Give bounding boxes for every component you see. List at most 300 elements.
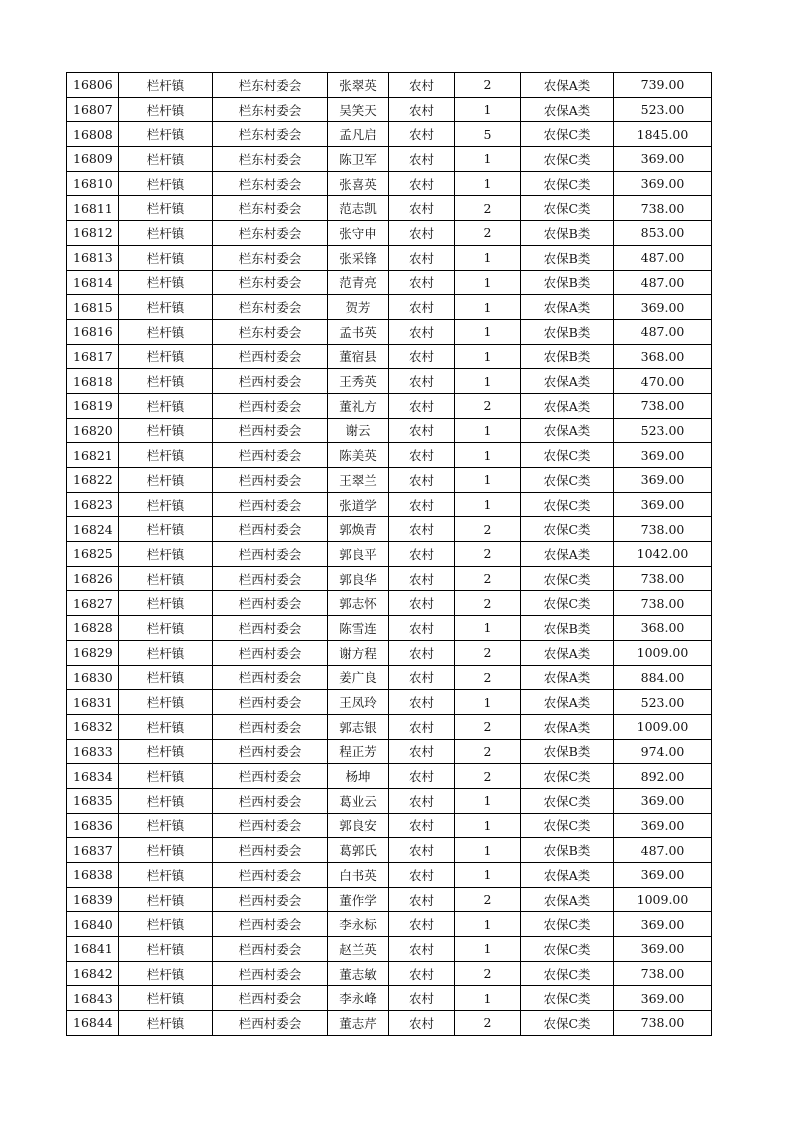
household-type-cell: 农村	[389, 665, 455, 690]
household-type-cell: 农村	[389, 344, 455, 369]
record-id-cell: 16818	[67, 369, 119, 394]
insurance-class-cell: 农保C类	[521, 566, 614, 591]
record-id-cell: 16824	[67, 517, 119, 542]
record-id-cell: 16836	[67, 813, 119, 838]
village-committee-cell: 栏西村委会	[213, 492, 328, 517]
member-count-cell: 2	[455, 640, 521, 665]
village-committee-cell: 栏西村委会	[213, 739, 328, 764]
amount-cell: 1009.00	[614, 640, 712, 665]
household-type-cell: 农村	[389, 912, 455, 937]
table-row	[67, 443, 712, 468]
table-row	[67, 714, 712, 739]
record-id-cell: 16817	[67, 344, 119, 369]
table-row	[67, 122, 712, 147]
household-type-cell: 农村	[389, 1011, 455, 1036]
amount-cell: 487.00	[614, 838, 712, 863]
person-name-cell: 董礼方	[328, 393, 389, 418]
household-type-cell: 农村	[389, 739, 455, 764]
table-row	[67, 591, 712, 616]
person-name-cell: 李永峰	[328, 986, 389, 1011]
household-type-cell: 农村	[389, 838, 455, 863]
record-id-cell: 16811	[67, 196, 119, 221]
amount-cell: 974.00	[614, 739, 712, 764]
amount-cell: 369.00	[614, 937, 712, 962]
record-id-cell: 16806	[67, 73, 119, 98]
record-id-cell: 16808	[67, 122, 119, 147]
village-committee-cell: 栏东村委会	[213, 245, 328, 270]
person-name-cell: 程正芳	[328, 739, 389, 764]
record-id-cell: 16809	[67, 147, 119, 172]
town-cell: 栏杆镇	[119, 1011, 213, 1036]
household-type-cell: 农村	[389, 887, 455, 912]
person-name-cell: 郭良安	[328, 813, 389, 838]
person-name-cell: 谢方程	[328, 640, 389, 665]
amount-cell: 487.00	[614, 245, 712, 270]
member-count-cell: 2	[455, 887, 521, 912]
member-count-cell: 1	[455, 295, 521, 320]
member-count-cell: 1	[455, 863, 521, 888]
insurance-class-cell: 农保C类	[521, 591, 614, 616]
town-cell: 栏杆镇	[119, 616, 213, 641]
insurance-class-cell: 农保B类	[521, 838, 614, 863]
person-name-cell: 孟书英	[328, 319, 389, 344]
town-cell: 栏杆镇	[119, 171, 213, 196]
household-type-cell: 农村	[389, 468, 455, 493]
person-name-cell: 陈雪连	[328, 616, 389, 641]
village-committee-cell: 栏西村委会	[213, 912, 328, 937]
household-type-cell: 农村	[389, 270, 455, 295]
insurance-class-cell: 农保C类	[521, 961, 614, 986]
amount-cell: 523.00	[614, 418, 712, 443]
record-id-cell: 16841	[67, 937, 119, 962]
household-type-cell: 农村	[389, 813, 455, 838]
household-type-cell: 农村	[389, 492, 455, 517]
record-id-cell: 16820	[67, 418, 119, 443]
record-id-cell: 16843	[67, 986, 119, 1011]
table-row	[67, 863, 712, 888]
member-count-cell: 1	[455, 97, 521, 122]
table-row	[67, 961, 712, 986]
town-cell: 栏杆镇	[119, 295, 213, 320]
record-id-cell: 16816	[67, 319, 119, 344]
household-type-cell: 农村	[389, 443, 455, 468]
table-row	[67, 739, 712, 764]
village-committee-cell: 栏西村委会	[213, 887, 328, 912]
household-type-cell: 农村	[389, 714, 455, 739]
village-committee-cell: 栏西村委会	[213, 788, 328, 813]
person-name-cell: 郭良平	[328, 542, 389, 567]
insurance-class-cell: 农保C类	[521, 764, 614, 789]
person-name-cell: 郭志银	[328, 714, 389, 739]
person-name-cell: 郭焕青	[328, 517, 389, 542]
village-committee-cell: 栏西村委会	[213, 640, 328, 665]
village-committee-cell: 栏西村委会	[213, 344, 328, 369]
person-name-cell: 董志芹	[328, 1011, 389, 1036]
amount-cell: 369.00	[614, 788, 712, 813]
village-committee-cell: 栏西村委会	[213, 838, 328, 863]
table-row	[67, 147, 712, 172]
town-cell: 栏杆镇	[119, 344, 213, 369]
record-id-cell: 16828	[67, 616, 119, 641]
insurance-class-cell: 农保A类	[521, 714, 614, 739]
table-row	[67, 245, 712, 270]
record-id-cell: 16827	[67, 591, 119, 616]
table-row	[67, 986, 712, 1011]
amount-cell: 369.00	[614, 171, 712, 196]
household-type-cell: 农村	[389, 961, 455, 986]
table-row	[67, 887, 712, 912]
household-type-cell: 农村	[389, 566, 455, 591]
member-count-cell: 2	[455, 1011, 521, 1036]
household-type-cell: 农村	[389, 147, 455, 172]
town-cell: 栏杆镇	[119, 122, 213, 147]
record-id-cell: 16812	[67, 221, 119, 246]
amount-cell: 1845.00	[614, 122, 712, 147]
village-committee-cell: 栏东村委会	[213, 147, 328, 172]
insurance-class-cell: 农保A类	[521, 295, 614, 320]
village-committee-cell: 栏东村委会	[213, 97, 328, 122]
record-id-cell: 16830	[67, 665, 119, 690]
town-cell: 栏杆镇	[119, 961, 213, 986]
household-type-cell: 农村	[389, 369, 455, 394]
table-row	[67, 542, 712, 567]
amount-cell: 1042.00	[614, 542, 712, 567]
record-id-cell: 16815	[67, 295, 119, 320]
household-type-cell: 农村	[389, 517, 455, 542]
amount-cell: 369.00	[614, 468, 712, 493]
record-id-cell: 16839	[67, 887, 119, 912]
record-id-cell: 16807	[67, 97, 119, 122]
insurance-class-cell: 农保C类	[521, 171, 614, 196]
table-row	[67, 369, 712, 394]
person-name-cell: 郭良华	[328, 566, 389, 591]
insurance-class-cell: 农保B类	[521, 270, 614, 295]
household-type-cell: 农村	[389, 393, 455, 418]
member-count-cell: 2	[455, 393, 521, 418]
person-name-cell: 白书英	[328, 863, 389, 888]
records-table	[66, 72, 712, 1036]
town-cell: 栏杆镇	[119, 517, 213, 542]
record-id-cell: 16842	[67, 961, 119, 986]
insurance-class-cell: 农保C类	[521, 517, 614, 542]
person-name-cell: 姜广良	[328, 665, 389, 690]
record-id-cell: 16826	[67, 566, 119, 591]
town-cell: 栏杆镇	[119, 788, 213, 813]
amount-cell: 470.00	[614, 369, 712, 394]
member-count-cell: 1	[455, 468, 521, 493]
village-committee-cell: 栏东村委会	[213, 196, 328, 221]
household-type-cell: 农村	[389, 863, 455, 888]
town-cell: 栏杆镇	[119, 245, 213, 270]
town-cell: 栏杆镇	[119, 443, 213, 468]
amount-cell: 892.00	[614, 764, 712, 789]
amount-cell: 738.00	[614, 566, 712, 591]
town-cell: 栏杆镇	[119, 418, 213, 443]
household-type-cell: 农村	[389, 245, 455, 270]
insurance-class-cell: 农保B类	[521, 221, 614, 246]
table-row	[67, 1011, 712, 1036]
member-count-cell: 1	[455, 245, 521, 270]
insurance-class-cell: 农保A类	[521, 97, 614, 122]
insurance-class-cell: 农保C类	[521, 788, 614, 813]
town-cell: 栏杆镇	[119, 270, 213, 295]
table-row	[67, 196, 712, 221]
member-count-cell: 2	[455, 221, 521, 246]
record-id-cell: 16844	[67, 1011, 119, 1036]
amount-cell: 523.00	[614, 97, 712, 122]
person-name-cell: 张翠英	[328, 73, 389, 98]
town-cell: 栏杆镇	[119, 147, 213, 172]
table-row	[67, 295, 712, 320]
person-name-cell: 张守申	[328, 221, 389, 246]
household-type-cell: 农村	[389, 937, 455, 962]
table-row	[67, 270, 712, 295]
town-cell: 栏杆镇	[119, 813, 213, 838]
amount-cell: 1009.00	[614, 887, 712, 912]
person-name-cell: 范志凯	[328, 196, 389, 221]
insurance-class-cell: 农保A类	[521, 863, 614, 888]
person-name-cell: 范青亮	[328, 270, 389, 295]
person-name-cell: 杨坤	[328, 764, 389, 789]
record-id-cell: 16829	[67, 640, 119, 665]
town-cell: 栏杆镇	[119, 542, 213, 567]
table-row	[67, 616, 712, 641]
record-id-cell: 16813	[67, 245, 119, 270]
member-count-cell: 2	[455, 961, 521, 986]
town-cell: 栏杆镇	[119, 937, 213, 962]
record-id-cell: 16838	[67, 863, 119, 888]
insurance-class-cell: 农保A类	[521, 665, 614, 690]
member-count-cell: 1	[455, 147, 521, 172]
person-name-cell: 葛郭氏	[328, 838, 389, 863]
village-committee-cell: 栏西村委会	[213, 714, 328, 739]
table-row	[67, 665, 712, 690]
person-name-cell: 谢云	[328, 418, 389, 443]
member-count-cell: 1	[455, 616, 521, 641]
town-cell: 栏杆镇	[119, 887, 213, 912]
household-type-cell: 农村	[389, 764, 455, 789]
record-id-cell: 16819	[67, 393, 119, 418]
household-type-cell: 农村	[389, 73, 455, 98]
table-row	[67, 319, 712, 344]
village-committee-cell: 栏东村委会	[213, 295, 328, 320]
person-name-cell: 董作学	[328, 887, 389, 912]
village-committee-cell: 栏西村委会	[213, 418, 328, 443]
insurance-class-cell: 农保C类	[521, 122, 614, 147]
town-cell: 栏杆镇	[119, 393, 213, 418]
insurance-class-cell: 农保A类	[521, 73, 614, 98]
table-row	[67, 468, 712, 493]
village-committee-cell: 栏西村委会	[213, 517, 328, 542]
village-committee-cell: 栏东村委会	[213, 270, 328, 295]
insurance-class-cell: 农保B类	[521, 739, 614, 764]
member-count-cell: 2	[455, 196, 521, 221]
insurance-class-cell: 农保B类	[521, 319, 614, 344]
table-row	[67, 393, 712, 418]
record-id-cell: 16823	[67, 492, 119, 517]
household-type-cell: 农村	[389, 986, 455, 1011]
household-type-cell: 农村	[389, 640, 455, 665]
table-row	[67, 788, 712, 813]
insurance-class-cell: 农保A类	[521, 887, 614, 912]
member-count-cell: 1	[455, 813, 521, 838]
household-type-cell: 农村	[389, 295, 455, 320]
insurance-class-cell: 农保B类	[521, 245, 614, 270]
table-row	[67, 221, 712, 246]
village-committee-cell: 栏西村委会	[213, 665, 328, 690]
member-count-cell: 1	[455, 986, 521, 1011]
town-cell: 栏杆镇	[119, 591, 213, 616]
member-count-cell: 1	[455, 912, 521, 937]
town-cell: 栏杆镇	[119, 73, 213, 98]
household-type-cell: 农村	[389, 319, 455, 344]
amount-cell: 884.00	[614, 665, 712, 690]
amount-cell: 369.00	[614, 912, 712, 937]
insurance-class-cell: 农保A类	[521, 690, 614, 715]
town-cell: 栏杆镇	[119, 566, 213, 591]
amount-cell: 853.00	[614, 221, 712, 246]
person-name-cell: 葛业云	[328, 788, 389, 813]
insurance-class-cell: 农保C类	[521, 468, 614, 493]
amount-cell: 369.00	[614, 492, 712, 517]
amount-cell: 368.00	[614, 616, 712, 641]
village-committee-cell: 栏东村委会	[213, 319, 328, 344]
town-cell: 栏杆镇	[119, 714, 213, 739]
table-row	[67, 73, 712, 98]
record-id-cell: 16810	[67, 171, 119, 196]
person-name-cell: 董宿县	[328, 344, 389, 369]
member-count-cell: 2	[455, 542, 521, 567]
village-committee-cell: 栏西村委会	[213, 1011, 328, 1036]
village-committee-cell: 栏西村委会	[213, 443, 328, 468]
member-count-cell: 1	[455, 344, 521, 369]
member-count-cell: 1	[455, 418, 521, 443]
person-name-cell: 王凤玲	[328, 690, 389, 715]
insurance-class-cell: 农保C类	[521, 912, 614, 937]
member-count-cell: 1	[455, 838, 521, 863]
amount-cell: 369.00	[614, 863, 712, 888]
member-count-cell: 1	[455, 369, 521, 394]
table-row	[67, 566, 712, 591]
insurance-class-cell: 农保C类	[521, 1011, 614, 1036]
member-count-cell: 1	[455, 443, 521, 468]
town-cell: 栏杆镇	[119, 764, 213, 789]
village-committee-cell: 栏西村委会	[213, 566, 328, 591]
town-cell: 栏杆镇	[119, 97, 213, 122]
insurance-class-cell: 农保A类	[521, 369, 614, 394]
household-type-cell: 农村	[389, 788, 455, 813]
table-row	[67, 418, 712, 443]
person-name-cell: 董志敏	[328, 961, 389, 986]
member-count-cell: 2	[455, 566, 521, 591]
village-committee-cell: 栏西村委会	[213, 542, 328, 567]
member-count-cell: 1	[455, 171, 521, 196]
insurance-class-cell: 农保C类	[521, 986, 614, 1011]
household-type-cell: 农村	[389, 616, 455, 641]
insurance-class-cell: 农保C类	[521, 196, 614, 221]
village-committee-cell: 栏西村委会	[213, 863, 328, 888]
member-count-cell: 2	[455, 764, 521, 789]
record-id-cell: 16832	[67, 714, 119, 739]
town-cell: 栏杆镇	[119, 640, 213, 665]
record-id-cell: 16835	[67, 788, 119, 813]
table-row	[67, 937, 712, 962]
table-row	[67, 912, 712, 937]
village-committee-cell: 栏西村委会	[213, 813, 328, 838]
member-count-cell: 1	[455, 270, 521, 295]
household-type-cell: 农村	[389, 542, 455, 567]
person-name-cell: 陈卫军	[328, 147, 389, 172]
amount-cell: 738.00	[614, 591, 712, 616]
table-row	[67, 690, 712, 715]
town-cell: 栏杆镇	[119, 986, 213, 1011]
village-committee-cell: 栏东村委会	[213, 122, 328, 147]
table-row	[67, 97, 712, 122]
person-name-cell: 王秀英	[328, 369, 389, 394]
insurance-class-cell: 农保A类	[521, 640, 614, 665]
village-committee-cell: 栏西村委会	[213, 961, 328, 986]
town-cell: 栏杆镇	[119, 369, 213, 394]
household-type-cell: 农村	[389, 196, 455, 221]
village-committee-cell: 栏西村委会	[213, 591, 328, 616]
village-committee-cell: 栏西村委会	[213, 986, 328, 1011]
household-type-cell: 农村	[389, 690, 455, 715]
person-name-cell: 张道学	[328, 492, 389, 517]
record-id-cell: 16825	[67, 542, 119, 567]
record-id-cell: 16821	[67, 443, 119, 468]
amount-cell: 738.00	[614, 1011, 712, 1036]
amount-cell: 739.00	[614, 73, 712, 98]
member-count-cell: 2	[455, 665, 521, 690]
table-row	[67, 171, 712, 196]
member-count-cell: 2	[455, 73, 521, 98]
town-cell: 栏杆镇	[119, 912, 213, 937]
village-committee-cell: 栏西村委会	[213, 393, 328, 418]
village-committee-cell: 栏西村委会	[213, 616, 328, 641]
insurance-class-cell: 农保C类	[521, 147, 614, 172]
town-cell: 栏杆镇	[119, 739, 213, 764]
insurance-class-cell: 农保B类	[521, 616, 614, 641]
amount-cell: 368.00	[614, 344, 712, 369]
amount-cell: 369.00	[614, 813, 712, 838]
table-row	[67, 764, 712, 789]
village-committee-cell: 栏西村委会	[213, 764, 328, 789]
record-id-cell: 16831	[67, 690, 119, 715]
amount-cell: 487.00	[614, 270, 712, 295]
member-count-cell: 2	[455, 739, 521, 764]
record-id-cell: 16840	[67, 912, 119, 937]
household-type-cell: 农村	[389, 221, 455, 246]
insurance-class-cell: 农保C类	[521, 443, 614, 468]
record-id-cell: 16822	[67, 468, 119, 493]
insurance-class-cell: 农保B类	[521, 344, 614, 369]
insurance-class-cell: 农保A类	[521, 393, 614, 418]
member-count-cell: 2	[455, 591, 521, 616]
member-count-cell: 1	[455, 492, 521, 517]
member-count-cell: 1	[455, 937, 521, 962]
household-type-cell: 农村	[389, 591, 455, 616]
table-row	[67, 640, 712, 665]
table-row	[67, 492, 712, 517]
household-type-cell: 农村	[389, 418, 455, 443]
person-name-cell: 郭志怀	[328, 591, 389, 616]
amount-cell: 738.00	[614, 517, 712, 542]
record-id-cell: 16833	[67, 739, 119, 764]
town-cell: 栏杆镇	[119, 838, 213, 863]
person-name-cell: 王翠兰	[328, 468, 389, 493]
insurance-class-cell: 农保A类	[521, 418, 614, 443]
insurance-class-cell: 农保C类	[521, 492, 614, 517]
